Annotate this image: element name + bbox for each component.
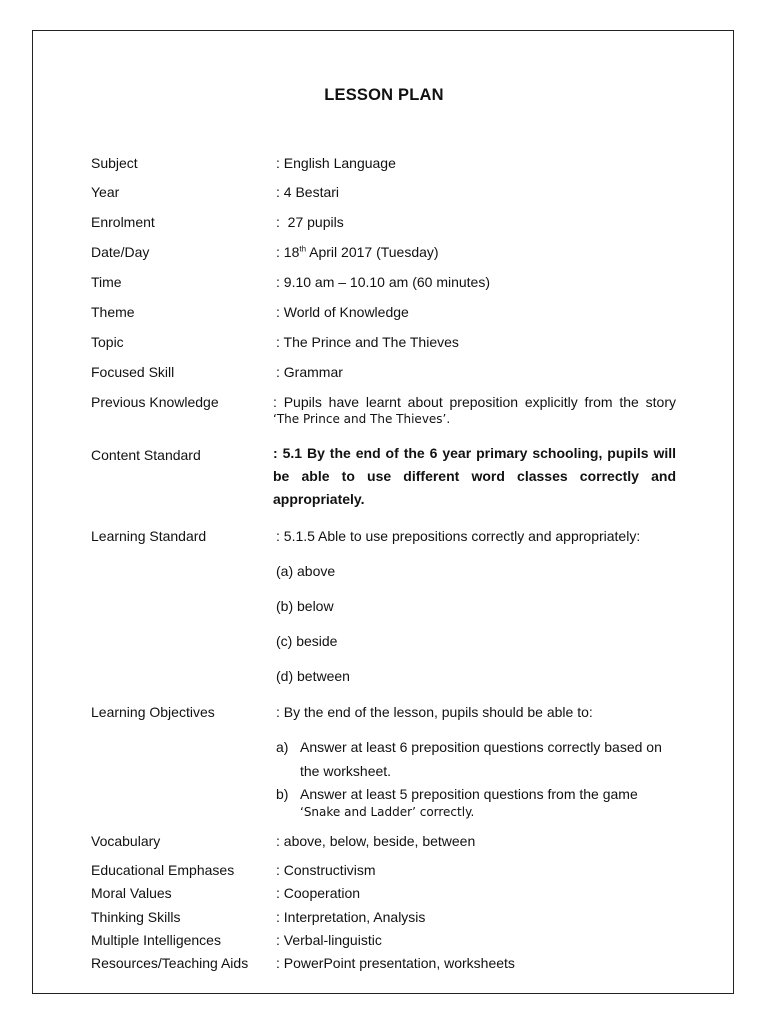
- year-value: : 4 Bestari: [276, 184, 340, 200]
- learning-objectives-label: Learning Objectives: [91, 704, 215, 720]
- educational-emphases-label: Educational Emphases: [91, 862, 235, 878]
- educational-emphases-value: : Constructivism: [276, 862, 376, 878]
- theme-value: : World of Knowledge: [276, 304, 409, 320]
- previous-knowledge-line1: : Pupils have learnt about preposition explicitly from the story: [273, 394, 676, 410]
- time-value: : 9.10 am – 10.10 am (60 minutes): [276, 274, 490, 290]
- topic-label: Topic: [91, 334, 124, 350]
- previous-knowledge-label: Previous Knowledge: [91, 394, 219, 410]
- thinking-skills-label: Thinking Skills: [91, 909, 181, 925]
- time-label: Time: [91, 274, 122, 290]
- learning-standard-item: (b) below: [276, 598, 334, 614]
- objective-text: [300, 785, 680, 821]
- year-label: Year: [91, 184, 120, 200]
- learning-standard-value: : 5.1.5 Able to use prepositions correctly and appropriately:: [276, 528, 641, 544]
- date-value: [276, 243, 439, 261]
- objective-line: Answer at least 5 preposition questions from the game: [300, 786, 638, 802]
- objective-line: Answer at least 6 preposition questions correctly based on: [300, 739, 662, 755]
- content-standard-value: : 5.1 By the end of the 6 year primary schooling, pupils will be able to use different word classes correctly and appropriately.: [273, 445, 676, 507]
- vocabulary-value: : above, below, beside, between: [276, 833, 476, 849]
- topic-value: : The Prince and The Thieves: [276, 334, 459, 350]
- page-title: LESSON PLAN: [324, 86, 444, 104]
- resources-label: Resources/Teaching Aids: [91, 955, 249, 971]
- subject-label: Subject: [91, 155, 138, 171]
- objective-mark: a): [276, 739, 289, 755]
- moral-values-label: Moral Values: [91, 885, 172, 901]
- multiple-intelligences-value: : Verbal-linguistic: [276, 932, 382, 948]
- content-standard-label: Content Standard: [91, 447, 201, 463]
- vocabulary-label: Vocabulary: [91, 833, 161, 849]
- learning-standard-item: (c) beside: [276, 633, 338, 649]
- date-label: Date/Day: [91, 244, 150, 260]
- enrolment-value: : 27 pupils: [276, 214, 344, 230]
- thinking-skills-value: : Interpretation, Analysis: [276, 909, 426, 925]
- learning-objectives-value: : By the end of the lesson, pupils should be able to:: [276, 704, 593, 720]
- date-rest: April 2017 (Tuesday): [306, 244, 439, 260]
- moral-values-value: : Cooperation: [276, 885, 361, 901]
- date-suffix-sup: th: [299, 244, 307, 254]
- date-prefix: : 18: [276, 244, 300, 260]
- theme-label: Theme: [91, 304, 135, 320]
- resources-value: : PowerPoint presentation, worksheets: [276, 955, 515, 971]
- objective-line: ‘Snake and Ladder’ correctly.: [300, 805, 475, 819]
- enrolment-label: Enrolment: [91, 214, 155, 230]
- focused-skill-label: Focused Skill: [91, 364, 175, 380]
- focused-skill-value: : Grammar: [276, 364, 343, 380]
- learning-standard-label: Learning Standard: [91, 528, 207, 544]
- subject-value: : English Language: [276, 155, 396, 171]
- learning-standard-item: (d) between: [276, 668, 350, 684]
- multiple-intelligences-label: Multiple Intelligences: [91, 932, 221, 948]
- learning-standard-item: (a) above: [276, 563, 336, 579]
- previous-knowledge-line2: ‘The Prince and The Thieves’.: [273, 412, 451, 426]
- objective-text: [300, 735, 680, 783]
- objective-line: the worksheet.: [300, 763, 392, 779]
- objective-mark: b): [276, 786, 289, 802]
